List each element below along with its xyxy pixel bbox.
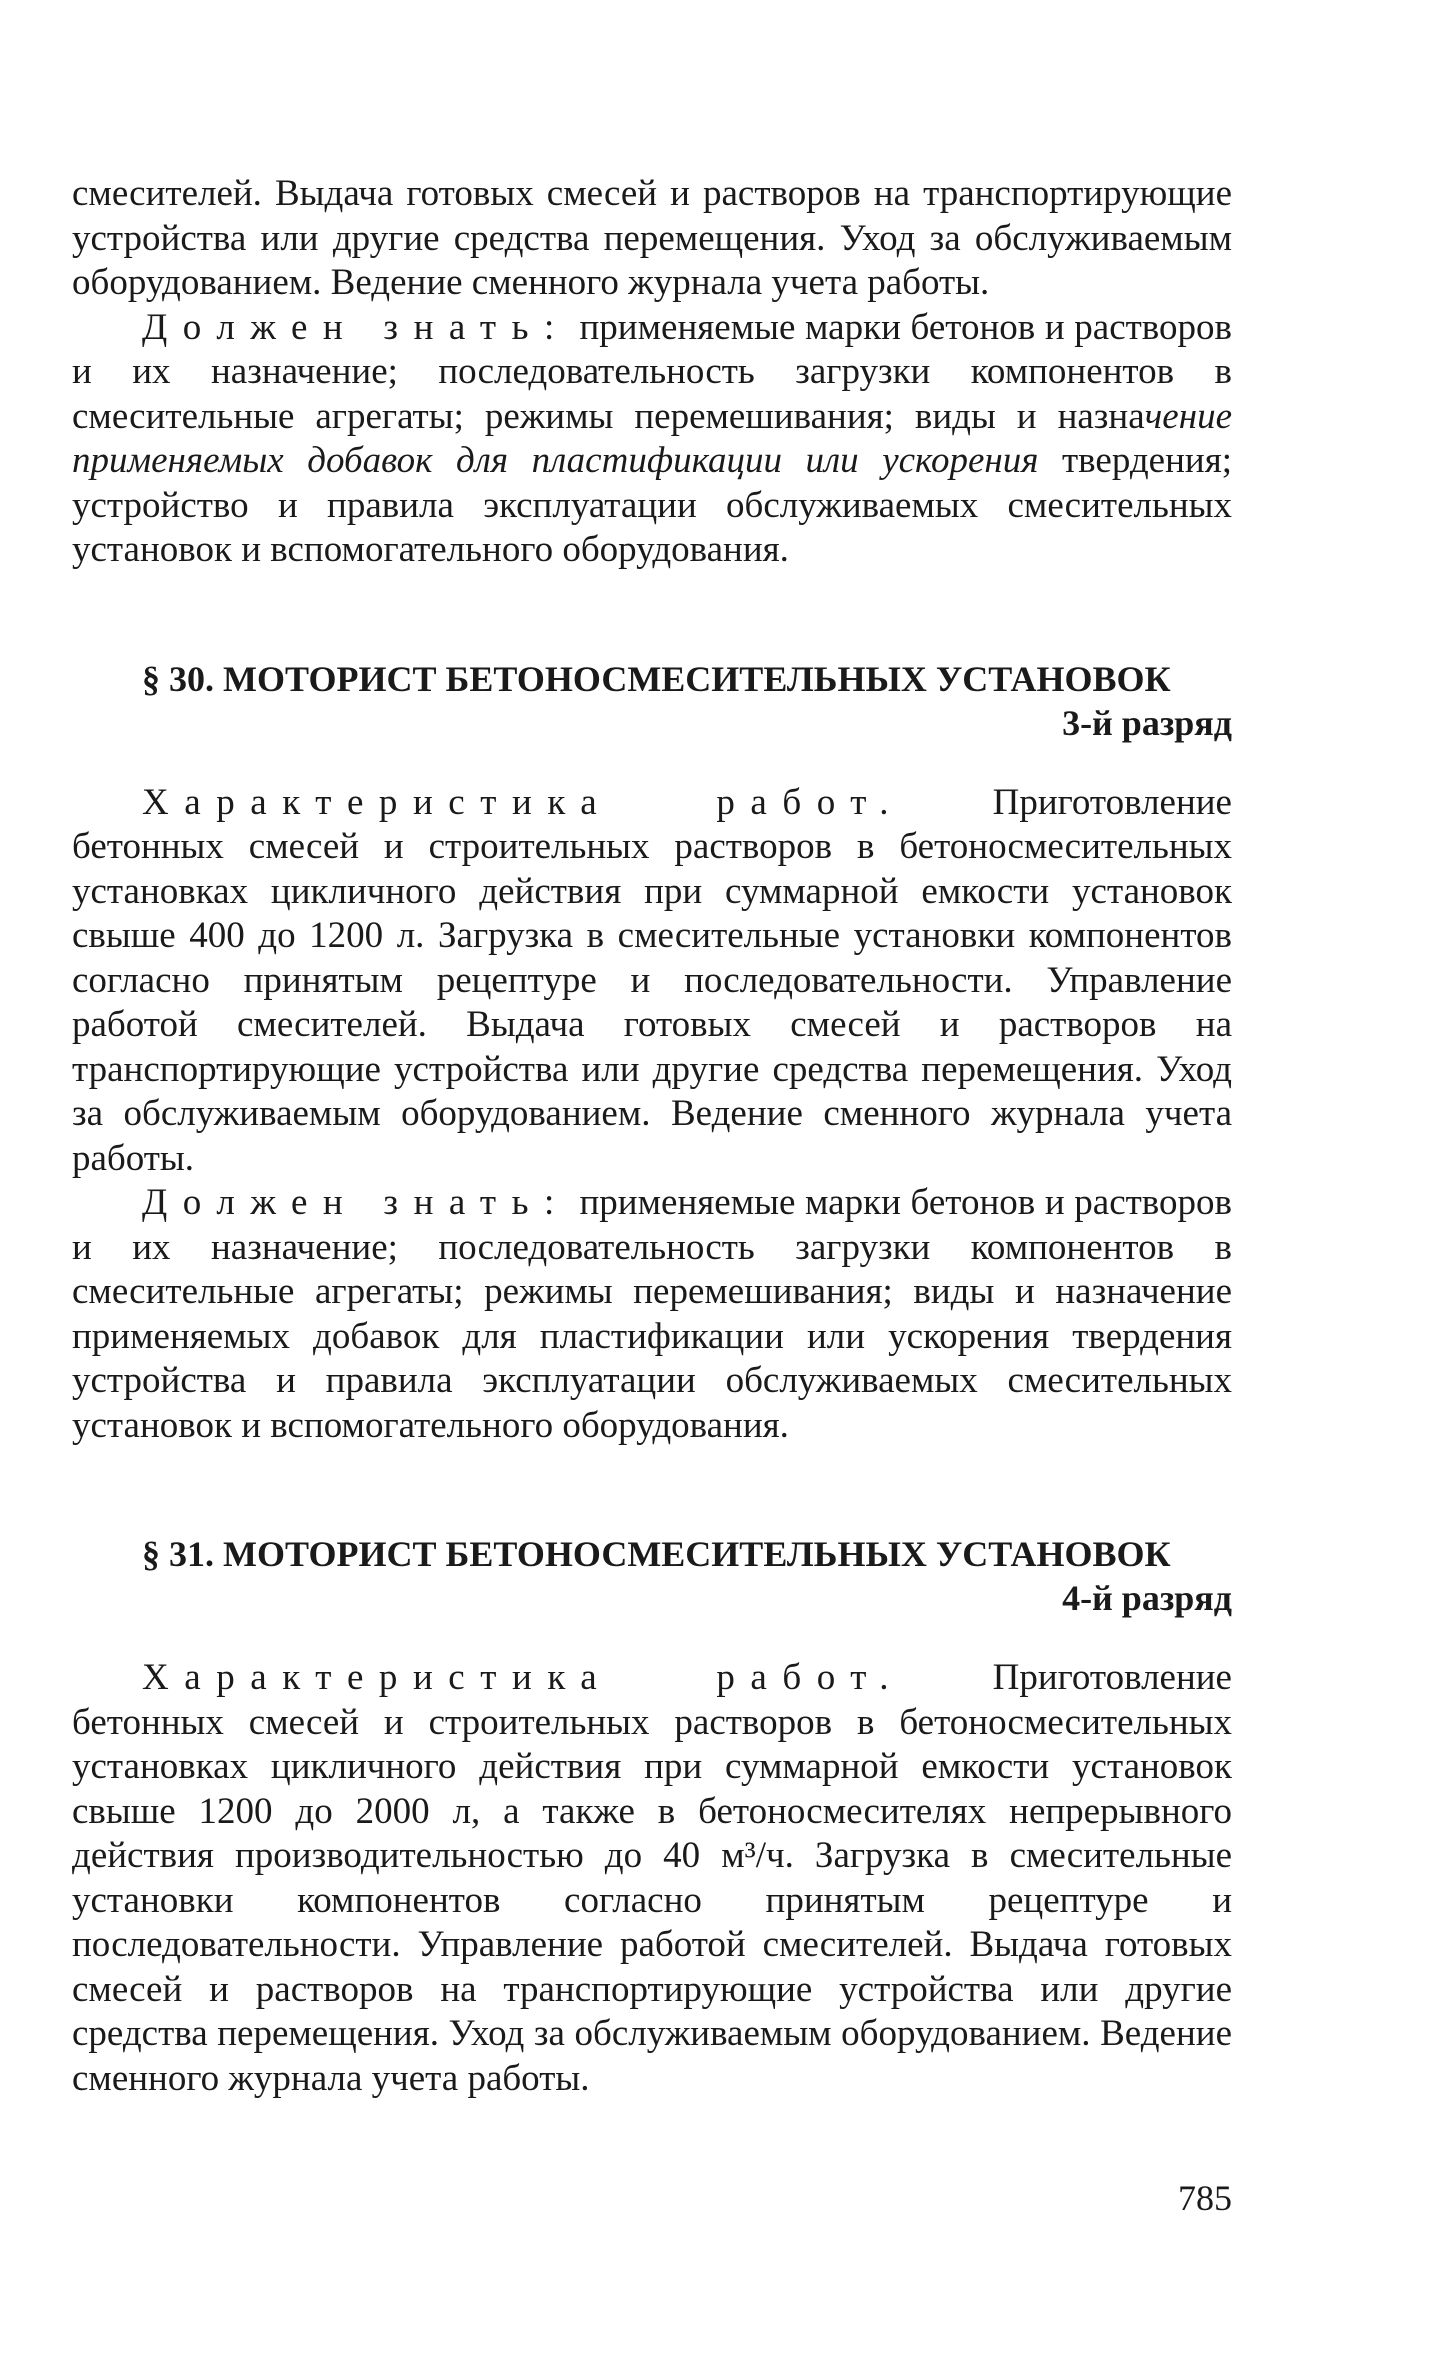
section-31-characteristics <box>72 1656 1232 2101</box>
section-30-char-text: Приготовление бетонных смесей и строительных растворов в бетоносмесительных установках цикличного действия при суммарной емкости установок свыше 400 до 1200 л. Загрузка в смесительные установки компонентов согласно принятым рецептуре и последовательности. Управление работой смесителей. Выдача готовых смесей и растворов на транспортирующие устройства или другие средства перемещения. Уход за обслуживаемым оборудованием. Ведение сменного журнала учета работы. <box>72 781 1232 1179</box>
requirements-label: Должен знать: <box>142 306 570 348</box>
page-content <box>72 172 1232 2101</box>
section-31-title: § 31. МОТОРИСТ БЕТОНОСМЕСИТЕЛЬНЫХ УСТАНОВОК <box>142 1534 1171 1574</box>
intro-requirements-paragraph <box>72 306 1232 573</box>
requirements-text-a: применяемые марки бетонов и растворов и их назначение; последовательность загрузки компонентов в смесительные агрегаты; режимы перемешивания; виды и назна <box>72 306 1232 437</box>
section-31-char-label: Характеристика работ. <box>142 1657 905 1698</box>
page-number: 785 <box>1178 2178 1232 2218</box>
intro-text: смесителей. Выдача готовых смесей и растворов на транспортирующие устройства или другие средства перемещения. Уход за обслуживаемым оборудованием. Ведение сменного журнала учета работы. <box>72 173 1232 303</box>
intro-paragraph <box>72 172 1232 306</box>
section-30-char-label: Характеристика работ. <box>142 781 905 823</box>
section-31-char-text: Приготовление бетонных смесей и строительных растворов в бетоносмесительных установках цикличного действия при суммарной емкости установок свыше 1200 до 2000 л, а также в бетоносмесителях непрерывного действия производительностью до 40 м³/ч. Загрузка в смесительные установки компонентов согласно принятым рецептуре и последовательности. Управление работой смесителей. Выдача готовых смесей и растворов на транспортирующие устройства или другие средства перемещения. Уход за обслуживаемым оборудованием. Ведение сменного журнала учета работы. <box>72 1657 1232 2099</box>
requirements-text-c: твердения; устройство и правила эксплуатации обслуживаемых смесительных установок и вспомогательного оборудования. <box>72 440 1232 570</box>
requirements-text-italic: чение применяемых добавок для пластификации или ускорения <box>72 395 1232 481</box>
section-30-know-label: Должен знать: <box>142 1182 570 1223</box>
section-30-know-text: применяемые марки бетонов и растворов и их назначение; последовательность загрузки компонентов в смесительные агрегаты; режимы перемешивания; виды и назначение применяемых добавок для пластификации или ускорения твердения устройства и правила эксплуатации обслуживаемых смесительных установок и вспомогательного оборудования. <box>72 1182 1232 1446</box>
section-30-characteristics <box>72 781 1232 1182</box>
section-30-title: § 30. МОТОРИСТ БЕТОНОСМЕСИТЕЛЬНЫХ УСТАНОВОК <box>142 658 1171 699</box>
section-30-rank: 3-й разряд <box>1062 702 1232 743</box>
section-30-requirements <box>72 1181 1232 1448</box>
section-31-rank: 4-й разряд <box>1062 1578 1232 1618</box>
